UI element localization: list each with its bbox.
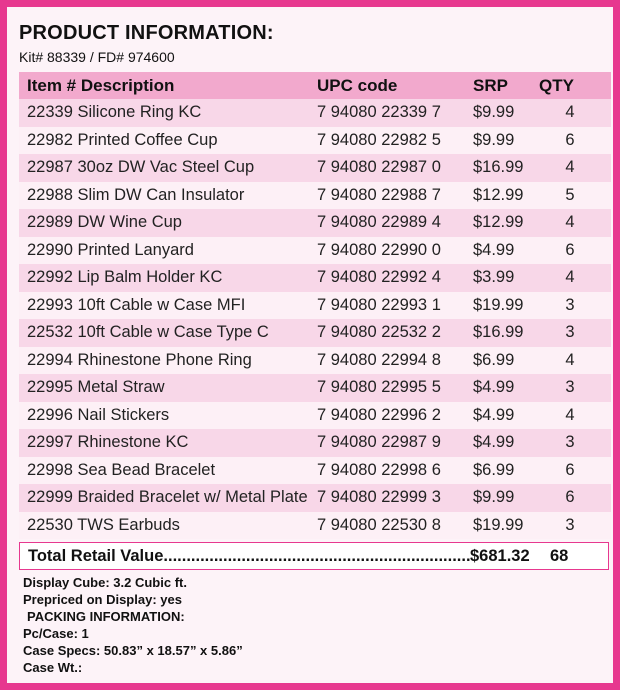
cell-upc: 7 94080 22993 1 (309, 292, 465, 320)
table-header-row (19, 72, 611, 99)
cell-description: 22339 Silicone Ring KC (19, 99, 309, 127)
cell-srp: $9.99 (465, 484, 539, 512)
cell-upc: 7 94080 22339 7 (309, 99, 465, 127)
cell-srp: $4.99 (465, 374, 539, 402)
product-table (19, 72, 611, 539)
cell-description: 22532 10ft Cable w Case Type C (19, 319, 309, 347)
case-weight-text: Case Wt.: (23, 660, 83, 675)
table-row (19, 512, 611, 540)
prepriced-text: Prepriced on Display: yes (23, 592, 182, 607)
cell-srp: $16.99 (465, 154, 539, 182)
cell-srp: $16.99 (465, 319, 539, 347)
cell-qty: 3 (539, 374, 611, 402)
cell-description: 22989 DW Wine Cup (19, 209, 309, 237)
cell-description: 22998 Sea Bead Bracelet (19, 457, 309, 485)
cell-srp: $19.99 (465, 292, 539, 320)
cell-qty: 6 (539, 457, 611, 485)
table-row (19, 319, 611, 347)
cell-qty: 4 (539, 154, 611, 182)
display-notes (19, 574, 601, 676)
cell-upc: 7 94080 22994 8 (309, 347, 465, 375)
cell-qty: 3 (539, 512, 611, 540)
table-row (19, 484, 611, 512)
cell-upc: 7 94080 22992 4 (309, 264, 465, 292)
product-table-body (19, 99, 611, 539)
cell-description: 22988 Slim DW Can Insulator (19, 182, 309, 210)
cell-description: 22982 Printed Coffee Cup (19, 127, 309, 155)
cell-srp: $6.99 (465, 457, 539, 485)
cell-upc: 7 94080 22987 9 (309, 429, 465, 457)
cell-srp: $4.99 (465, 429, 539, 457)
page-title: PRODUCT INFORMATION: (19, 22, 274, 44)
cell-srp: $4.99 (465, 237, 539, 265)
cell-description: 22990 Printed Lanyard (19, 237, 309, 265)
cell-qty: 6 (539, 127, 611, 155)
cell-upc: 7 94080 22532 2 (309, 319, 465, 347)
cell-srp: $19.99 (465, 512, 539, 540)
cell-qty: 3 (539, 319, 611, 347)
cell-upc: 7 94080 22990 0 (309, 237, 465, 265)
cell-qty: 4 (539, 99, 611, 127)
table-row (19, 154, 611, 182)
cell-description: 22992 Lip Balm Holder KC (19, 264, 309, 292)
cell-qty: 6 (539, 484, 611, 512)
cell-upc: 7 94080 22988 7 (309, 182, 465, 210)
table-row (19, 237, 611, 265)
cell-srp: $4.99 (465, 402, 539, 430)
cell-upc: 7 94080 22530 8 (309, 512, 465, 540)
cell-qty: 3 (539, 292, 611, 320)
total-label (20, 547, 470, 566)
table-row (19, 457, 611, 485)
cell-qty: 5 (539, 182, 611, 210)
cell-description: 22987 30oz DW Vac Steel Cup (19, 154, 309, 182)
cell-srp: $9.99 (465, 127, 539, 155)
column-header-qty: QTY (539, 72, 611, 99)
table-row (19, 99, 611, 127)
table-row (19, 429, 611, 457)
cell-srp: $3.99 (465, 264, 539, 292)
case-specs-text: Case Specs: 50.83” x 18.57” x 5.86” (23, 643, 243, 658)
kit-number-line: Kit# 88339 / FD# 974600 (19, 49, 175, 65)
cell-description: 22994 Rhinestone Phone Ring (19, 347, 309, 375)
packing-info-header: PACKING INFORMATION: (27, 609, 185, 624)
cell-upc: 7 94080 22999 3 (309, 484, 465, 512)
cell-qty: 4 (539, 209, 611, 237)
table-row (19, 209, 611, 237)
cell-description: 22997 Rhinestone KC (19, 429, 309, 457)
table-row (19, 264, 611, 292)
cell-srp: $6.99 (465, 347, 539, 375)
cell-description: 22993 10ft Cable w Case MFI (19, 292, 309, 320)
cell-qty: 4 (539, 347, 611, 375)
cell-description: 22995 Metal Straw (19, 374, 309, 402)
cell-upc: 7 94080 22995 5 (309, 374, 465, 402)
cell-description: 22999 Braided Bracelet w/ Metal Plate (19, 484, 309, 512)
table-row (19, 182, 611, 210)
column-header-srp: SRP (465, 72, 539, 99)
cell-qty: 4 (539, 264, 611, 292)
panel-content (19, 21, 601, 676)
display-cube-text: Display Cube: 3.2 Cubic ft. (23, 575, 187, 590)
column-header-upc: UPC code (309, 72, 465, 99)
total-row (19, 542, 609, 570)
table-row (19, 127, 611, 155)
cell-upc: 7 94080 22996 2 (309, 402, 465, 430)
cell-upc: 7 94080 22982 5 (309, 127, 465, 155)
total-label-text: Total Retail Value (28, 546, 164, 565)
cell-srp: $12.99 (465, 209, 539, 237)
cell-description: 22530 TWS Earbuds (19, 512, 309, 540)
cell-srp: $12.99 (465, 182, 539, 210)
pc-case-text: Pc/Case: 1 (23, 626, 89, 641)
cell-upc: 7 94080 22998 6 (309, 457, 465, 485)
table-row (19, 402, 611, 430)
column-header-description: Item # Description (19, 72, 309, 99)
table-row (19, 374, 611, 402)
cell-description: 22996 Nail Stickers (19, 402, 309, 430)
cell-upc: 7 94080 22989 4 (309, 209, 465, 237)
table-row (19, 292, 611, 320)
total-value: $681.32 (470, 546, 530, 565)
table-row (19, 347, 611, 375)
cell-qty: 6 (539, 237, 611, 265)
cell-qty: 4 (539, 402, 611, 430)
cell-upc: 7 94080 22987 0 (309, 154, 465, 182)
cell-srp: $9.99 (465, 99, 539, 127)
cell-qty: 3 (539, 429, 611, 457)
total-qty: 68 (550, 546, 569, 565)
